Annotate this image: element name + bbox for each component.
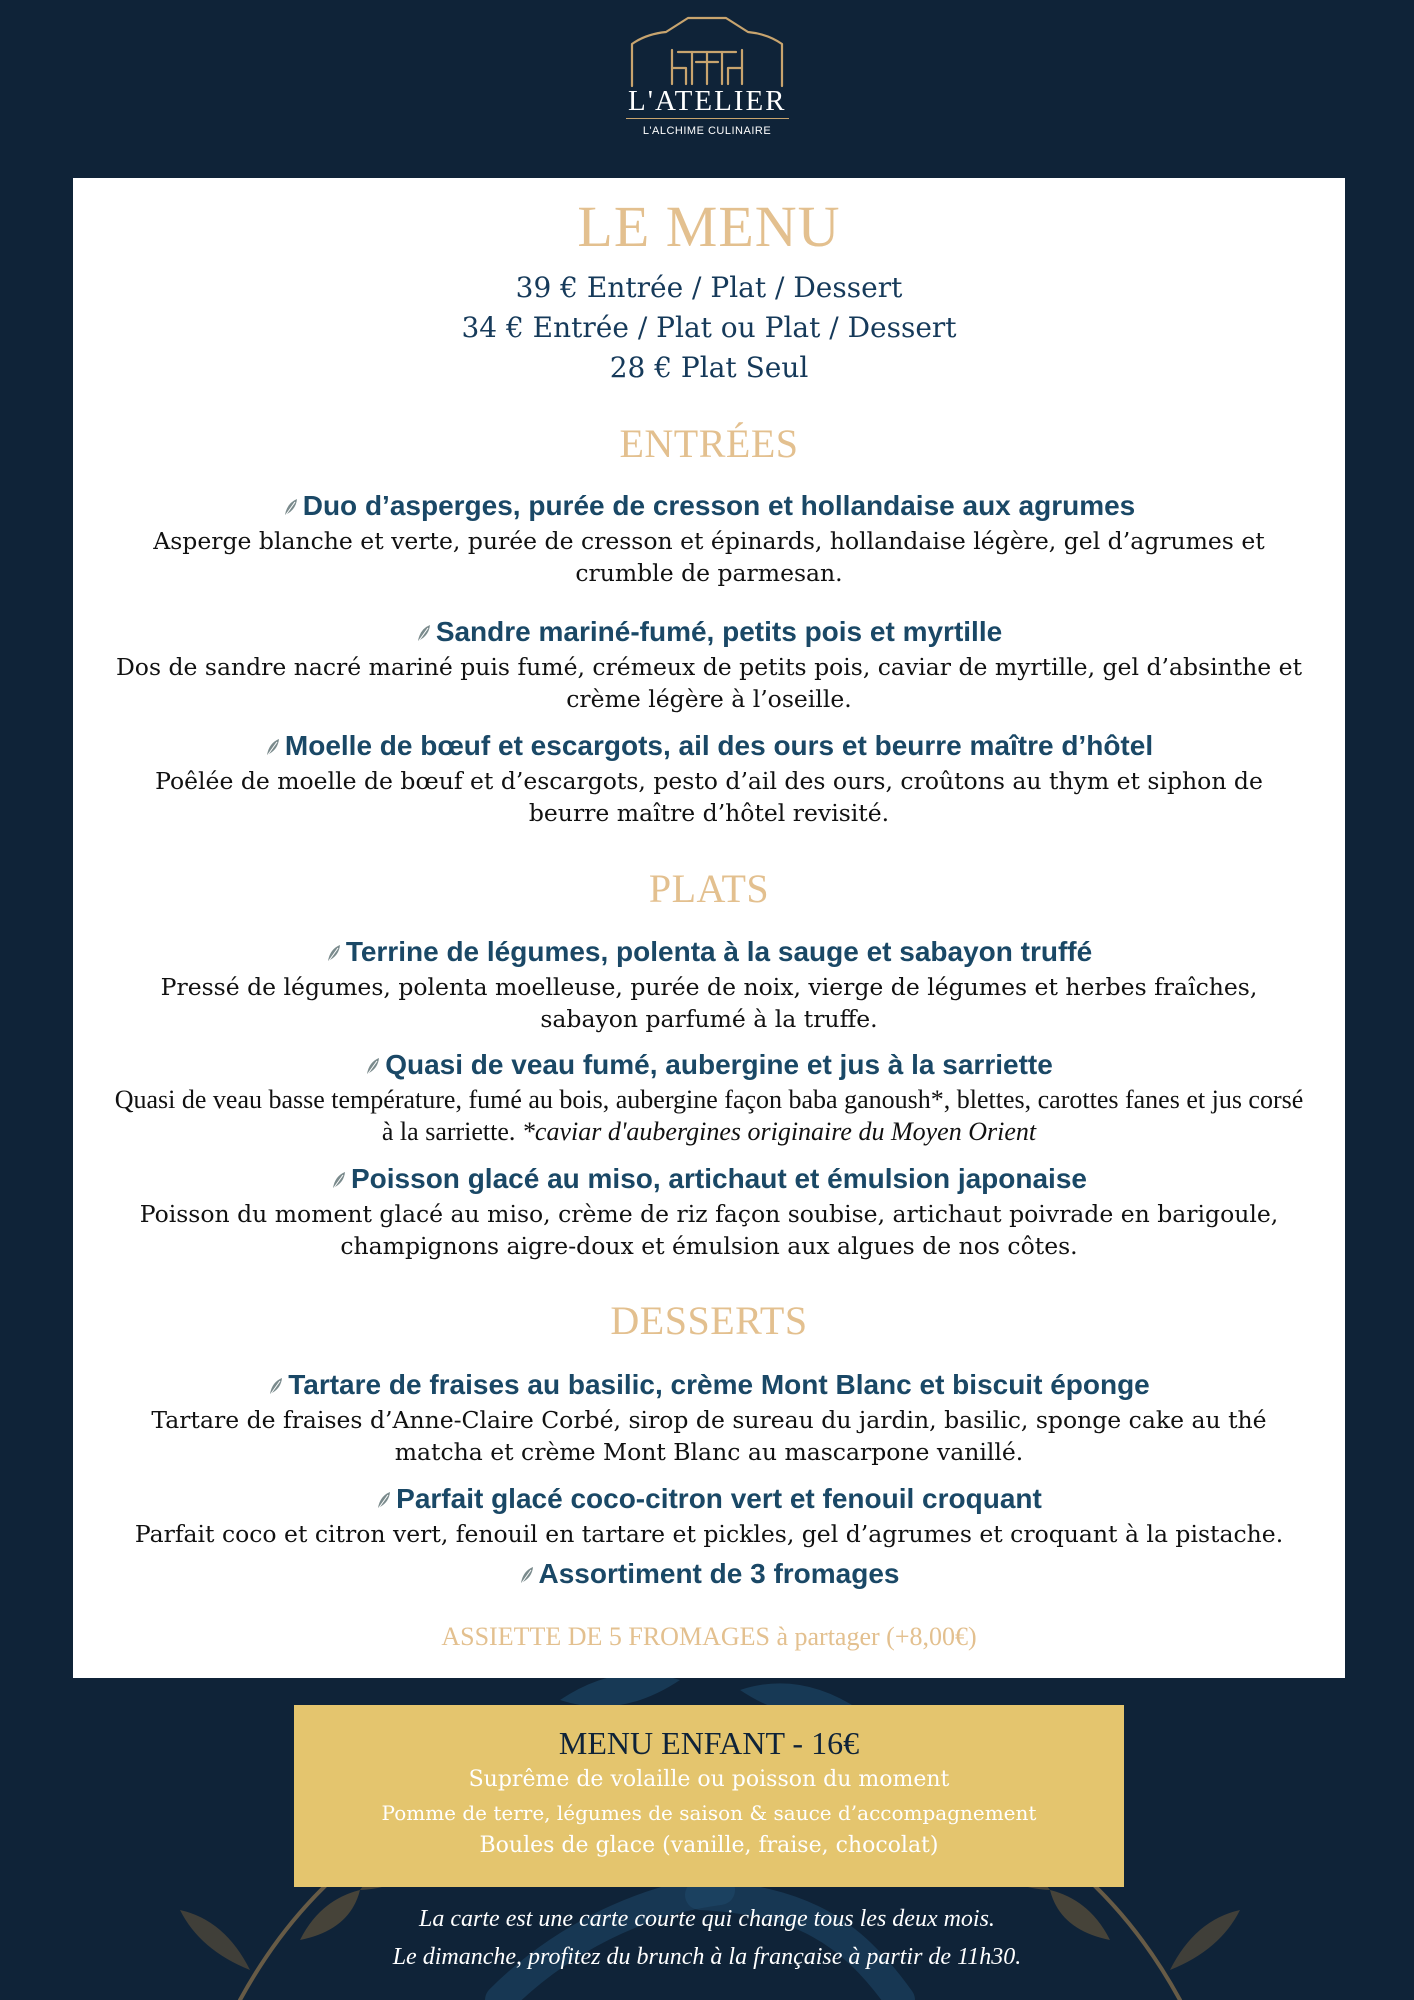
dish-item [113,489,1305,589]
price-line: 34 € Entrée / Plat ou Plat / Dessert [461,311,957,344]
header [0,0,1414,178]
dish-name: Terrine de légumes, polenta à la sauge et sabayon truffé [345,936,1093,967]
dish-name: Duo d’asperges, purée de cresson et hollandaise aux agrumes [302,490,1136,521]
kids-menu-line: Suprême de volaille ou poisson du moment [468,1767,950,1792]
footer-note: Le dimanche, profitez du brunch à la française à partir de 11h30. [392,1944,1022,1970]
leaf-icon [268,1376,284,1396]
dish-description: Poêlée de moelle de bœuf et d’escargots, pesto d’ail des ours, croûtons au thym et siphon de beurre maître d’hôtel revisité. [155,767,1263,827]
kids-menu-box [294,1705,1124,1887]
dish-name: Moelle de bœuf et escargots, ail des ours et beurre maître d’hôtel [284,730,1154,761]
leaf-icon [416,623,432,643]
dish-item [113,1048,1305,1148]
leaf-icon [376,1490,392,1510]
dish-name: Poisson glacé au miso, artichaut et émulsion japonaise [351,1163,1087,1194]
footer-note: La carte est une carte courte qui change tous les deux mois. [419,1906,995,1932]
section-title-desserts: DESSERTS [610,1298,808,1343]
dish-item [113,615,1305,715]
dish-item [113,729,1305,829]
dish-name: Quasi de veau fumé, aubergine et jus à la sarriette [385,1049,1053,1080]
kids-menu-line: Boules de glace (vanille, fraise, chocolat) [479,1833,939,1858]
leaf-icon [365,1056,381,1076]
logo-name: L'ATELIER [628,85,787,117]
leaf-icon [519,1565,535,1585]
section-title-entrees: ENTRÉES [619,421,799,466]
dish-name: Tartare de fraises au basilic, crème Mont Blanc et biscuit éponge [288,1369,1150,1400]
dish-description: Tartare de fraises d’Anne-Claire Corbé, sirop de sureau du jardin, basilic, sponge cake au thé matcha et crème Mont Blanc au mascarpone vanillé. [151,1406,1267,1466]
logo [626,16,788,142]
dish-description: Poisson du moment glacé au miso, crème de riz façon soubise, artichaut poivrade en barigoule, champignons aigre-doux et émulsion aux algues de nos côtes. [139,1200,1279,1260]
dish-description: Dos de sandre nacré mariné puis fumé, crémeux de petits pois, caviar de myrtille, gel d’absinthe et crème légère à l’oseille. [115,653,1303,713]
dish-item [113,1482,1305,1550]
logo-tagline: L'ALCHIME CULINAIRE [642,125,772,137]
dish-name: Assortiment de 3 fromages [538,1558,900,1589]
dish-item [113,1368,1305,1468]
dish-item [113,1557,1305,1591]
footer [0,1900,1414,1976]
price-line: 28 € Plat Seul [609,351,809,384]
dish-description: Parfait coco et citron vert, fenouil en tartare et pickles, gel d’agrumes et croquant à la pistache. [134,1520,1284,1548]
price-list [73,268,1345,388]
dish-footnote: *caviar d'aubergines originaire du Moyen Orient [521,1117,1037,1146]
dish-item [113,1162,1305,1262]
leaf-icon [283,497,299,517]
dish-description: Asperge blanche et verte, purée de cresson et épinards, hollandaise légère, gel d’agrumes et crumble de parmesan. [153,527,1265,587]
leaf-icon [326,943,342,963]
menu-card [73,178,1345,1678]
section-title-plats: PLATS [648,866,770,911]
dish-name: Parfait glacé coco-citron vert et fenouil croquant [396,1483,1042,1514]
menu-title: LE MENU [577,194,841,259]
leaf-icon [265,737,281,757]
kids-menu-title: MENU ENFANT - 16€ [558,1725,860,1761]
dish-description: Quasi de veau basse température, fumé au bois, aubergine façon baba ganoush*, blettes, carottes fanes et jus corsé à la sarriette. [114,1085,1304,1146]
table-chairs-logo-icon [626,16,788,88]
kids-menu-line: Pomme de terre, légumes de saison & sauce d’accompagnement [381,1801,1037,1825]
leaf-icon [331,1170,347,1190]
dish-name: Sandre mariné-fumé, petits pois et myrtille [435,616,1003,647]
dish-description: Pressé de légumes, polenta moelleuse, purée de noix, vierge de légumes et herbes fraîches, sabayon parfumé à la truffe. [160,973,1258,1033]
dish-item [113,935,1305,1035]
cheese-plate-extra: ASSIETTE DE 5 FROMAGES à partager (+8,00€) [441,1622,977,1651]
price-line: 39 € Entrée / Plat / Dessert [515,271,903,304]
